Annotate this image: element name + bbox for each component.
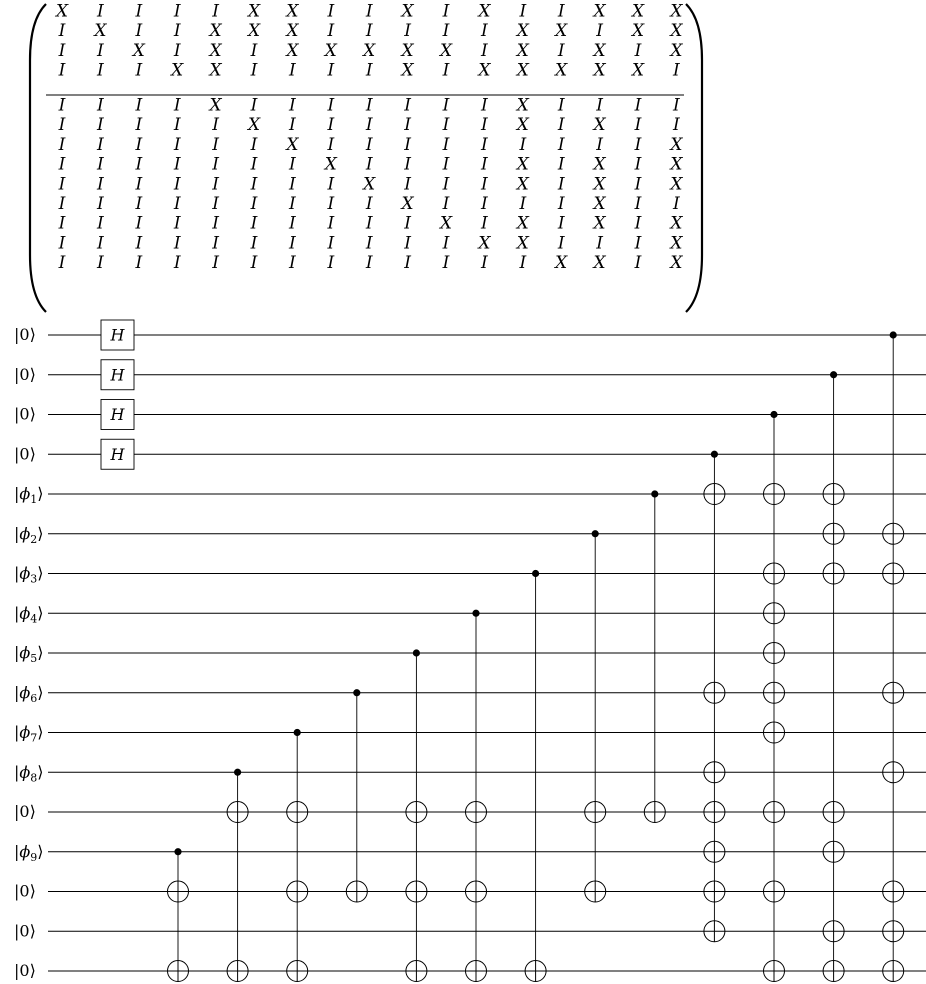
matrix-entry: I (596, 21, 603, 42)
matrix-entry: I (250, 174, 258, 195)
matrix-entry: X (478, 60, 491, 81)
matrix-entry: I (634, 115, 642, 136)
matrix-entry: I (365, 213, 373, 234)
matrix-entry: I (173, 194, 181, 214)
matrix-entry: I (404, 115, 411, 136)
matrix-entry: I (634, 134, 642, 155)
matrix-entry: X (247, 21, 261, 42)
matrix-entry: I (97, 253, 104, 274)
matrix-entry: I (58, 115, 66, 136)
hadamard-label: H (110, 325, 125, 345)
matrix-entry: I (404, 174, 411, 195)
matrix-entry: I (327, 60, 335, 81)
matrix-entry: I (557, 134, 565, 155)
matrix-entry: I (173, 21, 181, 42)
matrix-entry: I (173, 253, 181, 274)
matrix-entry: I (58, 253, 66, 274)
qubit-label: $|\phi_5⟩$ (14, 643, 44, 665)
matrix-entry: I (135, 21, 143, 42)
matrix-entry: I (250, 60, 258, 81)
matrix-entry: I (634, 253, 642, 274)
matrix-entry: I (327, 134, 335, 155)
matrix-entry: I (135, 115, 143, 136)
matrix-entry: I (250, 40, 258, 61)
matrix-entry: I (673, 60, 680, 81)
matrix-entry: I (327, 174, 335, 195)
matrix-entry: I (135, 253, 143, 274)
matrix-entry: I (634, 213, 642, 234)
matrix-entry: I (135, 233, 143, 254)
matrix-entry: I (135, 95, 143, 116)
qubit-label: |0⟩ (14, 802, 36, 821)
qubit-label: $|\phi_8⟩$ (14, 762, 44, 785)
matrix-entry: I (673, 115, 680, 136)
matrix-entry: I (596, 134, 603, 155)
matrix-entry: I (58, 40, 66, 61)
matrix-entry: I (212, 134, 219, 155)
matrix-entry: I (557, 174, 565, 195)
matrix-entry: X (363, 40, 376, 61)
qubit-label: $|\phi_4⟩$ (14, 603, 44, 626)
matrix-entry: I (481, 253, 488, 274)
matrix-entry: X (286, 1, 299, 22)
matrix-entry: I (404, 134, 411, 155)
matrix-entry: I (365, 134, 373, 155)
matrix-entry: X (593, 174, 606, 195)
matrix-entry: X (516, 213, 529, 234)
matrix-entry: I (481, 213, 488, 234)
matrix-entry: X (631, 1, 645, 22)
matrix-entry: X (516, 233, 529, 254)
matrix-entry: I (97, 115, 104, 136)
matrix-entry: X (593, 194, 606, 214)
matrix-entry: I (97, 60, 104, 81)
quantum-circuit (14, 320, 926, 982)
hadamard-label: H (110, 365, 125, 385)
matrix-entry: I (58, 233, 66, 254)
matrix-entry: I (97, 194, 104, 214)
matrix-entry: I (327, 1, 335, 22)
matrix-entry: X (555, 60, 568, 81)
matrix-entry: I (212, 115, 219, 136)
matrix-entry: I (250, 253, 258, 274)
matrix-entry: I (634, 95, 642, 116)
matrix-entry: I (442, 134, 450, 155)
matrix-entry: I (58, 134, 66, 155)
matrix-entry: I (58, 213, 66, 234)
matrix-entry: X (132, 40, 145, 61)
matrix-entry: I (365, 1, 373, 22)
matrix-entry: I (404, 95, 411, 116)
matrix-entry: I (327, 194, 335, 214)
matrix-entry: I (135, 1, 143, 22)
matrix-entry: I (442, 115, 450, 136)
matrix-entry: I (365, 154, 373, 175)
matrix-entry: I (97, 213, 104, 234)
matrix-entry: I (173, 233, 181, 254)
matrix-entry: I (404, 213, 411, 234)
matrix-entry: I (250, 95, 258, 116)
matrix-entry: X (593, 154, 606, 175)
matrix-entry: I (481, 134, 488, 155)
matrix-entry: I (404, 253, 411, 274)
matrix-entry: I (97, 174, 104, 195)
matrix-entry: I (634, 174, 642, 195)
control-dot (890, 331, 897, 338)
hadamard-label: H (110, 405, 125, 424)
hadamard-label: H (110, 444, 125, 464)
matrix-entry: X (631, 21, 645, 42)
matrix-entry: X (55, 1, 69, 22)
matrix-entry: I (557, 154, 565, 175)
matrix-entry: I (557, 40, 565, 61)
matrix-entry: I (289, 233, 296, 254)
matrix-entry: I (442, 95, 450, 116)
matrix-entry: I (97, 95, 104, 116)
matrix-entry: I (442, 194, 450, 214)
matrix-entry: I (481, 40, 488, 61)
matrix-entry: X (670, 154, 683, 175)
matrix-entry: X (94, 21, 107, 42)
matrix-entry: I (135, 174, 143, 195)
matrix-entry: I (135, 60, 143, 81)
matrix-entry: I (327, 95, 335, 116)
matrix-entry: X (209, 95, 222, 116)
matrix-entry: I (250, 213, 258, 234)
matrix-entry: X (516, 115, 529, 136)
matrix-entry: X (593, 40, 606, 61)
matrix-entry: X (286, 40, 299, 61)
matrix-entry: I (212, 233, 219, 254)
matrix-entry: X (247, 1, 261, 22)
matrix-entry: I (519, 253, 527, 274)
matrix-entry: I (250, 134, 258, 155)
matrix-entry: X (439, 213, 453, 234)
matrix-entry: I (442, 1, 450, 22)
matrix-entry: I (327, 233, 335, 254)
matrix-entry: I (365, 21, 373, 42)
control-dot (413, 649, 420, 656)
matrix-entry: X (401, 60, 414, 81)
matrix-entry: I (365, 115, 373, 136)
matrix-entry: X (593, 253, 606, 274)
matrix-entry: I (289, 60, 296, 81)
matrix-entry: X (516, 174, 529, 195)
matrix-entry: I (404, 154, 411, 175)
matrix-entry: I (673, 95, 680, 116)
matrix-entry: I (442, 233, 450, 254)
matrix-entry: X (670, 174, 683, 195)
control-dot (830, 371, 837, 378)
matrix-entry: I (173, 174, 181, 195)
matrix-entry: I (289, 194, 296, 214)
matrix-entry: I (97, 134, 104, 155)
matrix-entry: I (557, 95, 565, 116)
matrix-entry: I (481, 174, 488, 195)
control-dot (651, 490, 658, 497)
matrix-entry: I (327, 115, 335, 136)
matrix-entry: X (670, 40, 683, 61)
matrix-entry: X (478, 1, 491, 22)
matrix-entry: X (209, 21, 222, 42)
matrix-entry: X (593, 115, 606, 136)
qubit-label: |0⟩ (14, 881, 36, 901)
matrix-entry: I (519, 194, 527, 214)
matrix-entry: I (250, 233, 258, 254)
matrix-entry: X (401, 40, 414, 61)
matrix-entry: I (634, 40, 642, 61)
matrix-entry: I (58, 194, 66, 214)
matrix-entry: X (286, 21, 299, 42)
matrix-entry: I (442, 253, 450, 274)
matrix-entry: I (327, 21, 335, 42)
matrix-entry: X (516, 154, 529, 175)
matrix-entry: I (481, 95, 488, 116)
matrix-entry: I (365, 233, 373, 254)
check-matrix (30, 2, 702, 313)
qubit-label: |0⟩ (14, 404, 36, 424)
matrix-entry: I (365, 95, 373, 116)
matrix-entry: I (404, 21, 411, 42)
matrix-entry: I (634, 154, 642, 175)
matrix-entry: I (173, 40, 181, 61)
matrix-entry: I (97, 40, 104, 61)
matrix-entry: I (365, 60, 373, 81)
matrix-entry: I (634, 194, 642, 214)
matrix-entry: I (135, 154, 143, 175)
matrix-entry: I (97, 154, 104, 175)
matrix-entry: I (327, 213, 335, 234)
matrix-entry: X (670, 1, 683, 22)
matrix-entry: I (557, 194, 565, 214)
matrix-entry: I (173, 1, 181, 22)
matrix-entry: I (557, 233, 565, 254)
matrix-entry: I (519, 1, 527, 22)
matrix-entry: I (289, 253, 296, 274)
control-dot (532, 570, 539, 577)
matrix-entry: I (135, 134, 143, 155)
matrix-entry: I (212, 194, 219, 214)
matrix-entry: X (631, 60, 645, 81)
matrix-entry: I (173, 154, 181, 175)
matrix-entry: I (557, 1, 565, 22)
matrix-entry: I (135, 213, 143, 234)
matrix-entry: X (209, 60, 222, 81)
matrix-entry: I (289, 154, 296, 175)
matrix-entry: X (593, 213, 606, 234)
matrix-entry: I (212, 213, 219, 234)
matrix-entry: X (670, 134, 683, 155)
matrix-entry: I (481, 115, 488, 136)
qubit-label: |0⟩ (14, 444, 36, 464)
matrix-entry: X (247, 115, 261, 136)
qubit-label: |0⟩ (14, 921, 36, 941)
matrix-entry: I (173, 95, 181, 116)
matrix-entry: I (173, 115, 181, 136)
matrix-entry: X (593, 1, 606, 22)
matrix-entry: X (516, 95, 529, 116)
matrix-entry: I (173, 213, 181, 234)
matrix-entry: X (670, 253, 683, 274)
matrix-entry: I (596, 233, 603, 254)
matrix-entry: I (212, 253, 219, 274)
matrix-entry: I (97, 1, 104, 22)
qubit-label: |0⟩ (14, 325, 36, 344)
matrix-entry: I (173, 134, 181, 155)
matrix-entry: X (171, 60, 184, 81)
control-dot (711, 451, 718, 458)
matrix-entry: X (286, 134, 299, 155)
control-dot (770, 411, 777, 418)
matrix-entry: X (670, 213, 683, 234)
qubit-label: $|\phi_9⟩$ (14, 841, 44, 864)
matrix-entry: I (442, 174, 450, 195)
matrix-entry: X (516, 40, 529, 61)
matrix-entry: I (365, 253, 373, 274)
matrix-entry: I (289, 174, 296, 195)
matrix-entry: I (212, 174, 219, 195)
matrix-entry: I (58, 154, 66, 175)
matrix-entry: I (481, 194, 488, 214)
qubit-label: $|\phi_6⟩$ (14, 682, 44, 705)
qubit-label: $|\phi_2⟩$ (14, 523, 44, 546)
matrix-entry: I (404, 233, 411, 254)
matrix-entry: X (439, 40, 453, 61)
qubit-label: |0⟩ (14, 364, 36, 384)
matrix-entry: X (401, 194, 414, 214)
matrix-entry: I (212, 154, 219, 175)
matrix-entry: I (365, 194, 373, 214)
matrix-entry: I (58, 60, 66, 81)
control-dot (294, 729, 301, 736)
matrix-entry: I (481, 154, 488, 175)
matrix-entry: X (209, 40, 222, 61)
qubit-label: $|\phi_1⟩$ (14, 484, 44, 506)
control-dot (472, 610, 479, 617)
matrix-entry: X (555, 21, 568, 42)
qubit-label: $|\phi_7⟩$ (14, 722, 44, 745)
matrix-entry: I (327, 253, 335, 274)
matrix-entry: I (250, 194, 258, 214)
matrix-entry: I (442, 21, 450, 42)
matrix-entry: I (673, 194, 680, 214)
matrix-entry: I (289, 213, 296, 234)
matrix-entry: X (670, 21, 683, 42)
matrix-entry: I (58, 174, 66, 195)
qubit-label: |0⟩ (14, 961, 36, 980)
matrix-right-paren (686, 4, 702, 312)
matrix-entry: I (519, 134, 527, 155)
matrix-entry: X (363, 174, 376, 195)
matrix-entry: I (135, 194, 143, 214)
matrix-entry: I (212, 1, 219, 22)
control-dot (234, 769, 241, 776)
matrix-entry: I (250, 154, 258, 175)
control-dot (174, 848, 181, 855)
matrix-entry: X (324, 154, 337, 175)
matrix-entry: I (557, 213, 565, 234)
matrix-entry: X (670, 233, 683, 254)
matrix-left-paren (30, 4, 46, 312)
matrix-entry: X (324, 40, 337, 61)
matrix-entry: I (557, 115, 565, 136)
control-dot (353, 689, 360, 696)
matrix-entry: I (596, 95, 603, 116)
matrix-entry: I (289, 115, 296, 136)
matrix-entry: X (593, 60, 606, 81)
qubit-label: $|\phi_3⟩$ (14, 563, 44, 586)
matrix-entry: X (401, 1, 414, 22)
matrix-entry: I (97, 233, 104, 254)
matrix-entry: I (481, 21, 488, 42)
matrix-entry: I (634, 233, 642, 254)
matrix-entry: X (516, 60, 529, 81)
matrix-entry: I (289, 95, 296, 116)
matrix-entry: X (516, 21, 529, 42)
matrix-entry: I (442, 60, 450, 81)
matrix-entry: I (442, 154, 450, 175)
matrix-entry: I (58, 21, 66, 42)
control-dot (592, 530, 599, 537)
matrix-entry: X (555, 253, 568, 274)
matrix-entry: I (58, 95, 66, 116)
matrix-entry: X (478, 233, 491, 254)
